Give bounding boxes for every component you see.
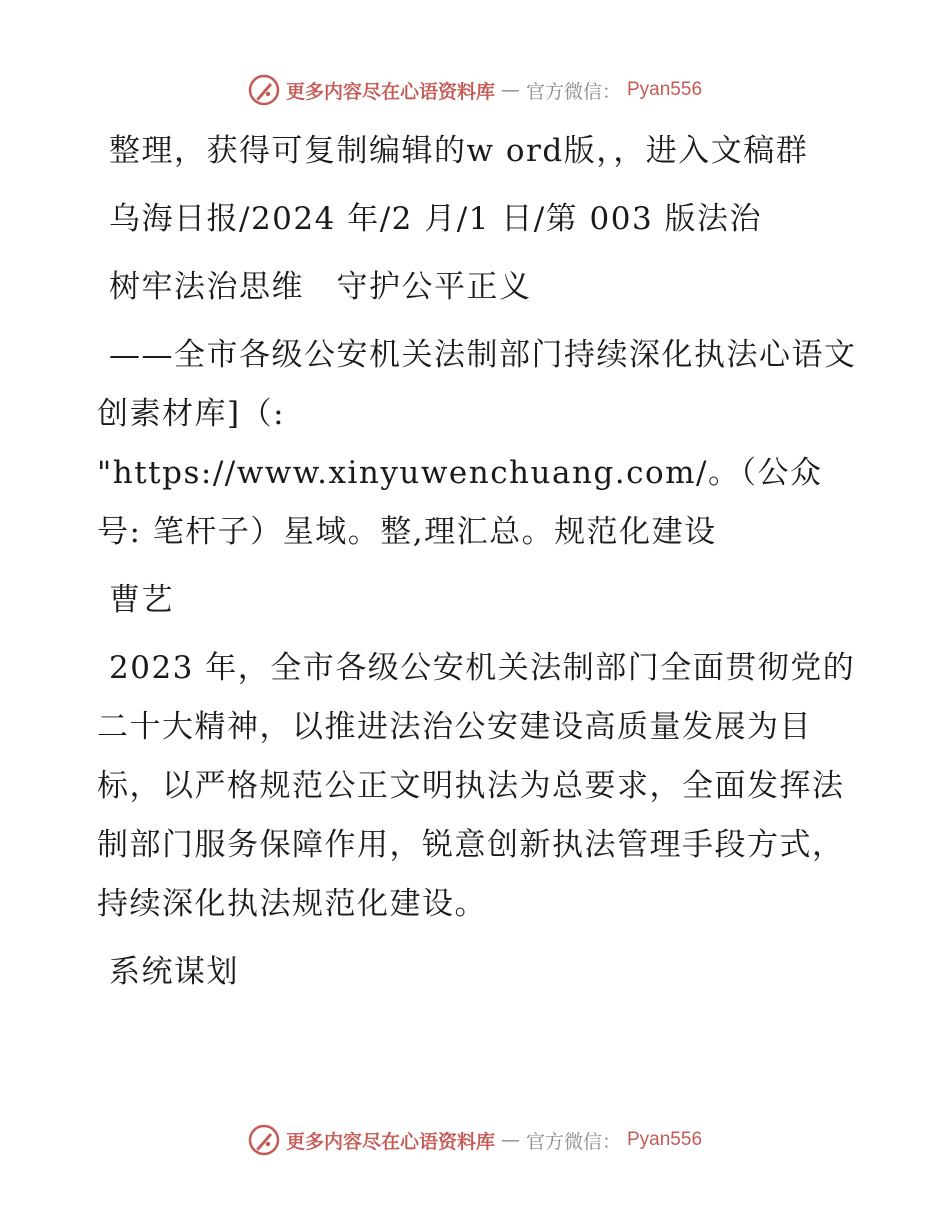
watermark-site-text: 更多内容尽在心语资料库 bbox=[285, 80, 495, 103]
footer-watermark bbox=[0, 1122, 950, 1158]
article-author: 曹艺 bbox=[109, 582, 174, 618]
section-heading: 系统谋划 bbox=[109, 954, 239, 990]
document-body bbox=[97, 122, 857, 1002]
article-title: 树牢法治思维 守护公平正义 bbox=[109, 269, 532, 305]
watermark-wechat-label: 官方微信： bbox=[525, 80, 621, 103]
watermark-wechat-label: 官方微信： bbox=[525, 1130, 621, 1153]
body-paragraph: 2023 年，全市各级公安机关法制部门全面贯彻党的二十大精神，以推进法治公安建设高质量发展为目标，以严格规范公正文明执法为总要求，全面发挥法制部门服务保障作用，锐意创新执法管理手段方式，持续深化执法规范化建设。 bbox=[97, 650, 856, 922]
intro-line: 整理，获得可复制编辑的w ord版，，进入文稿群 bbox=[109, 133, 809, 169]
quill-emblem-icon bbox=[248, 1124, 280, 1156]
watermark-wechat-id: Pyan556 bbox=[627, 1129, 703, 1150]
watermark-dash: — bbox=[500, 1129, 520, 1151]
article-subtitle: ——全市各级公安机关法制部门持续深化执法心语文创素材库]（: "https://www.xinyuwenchuang.com/。（公众号: 笔杆子）星域。整,理汇总。规范化建设 bbox=[97, 337, 857, 550]
quill-emblem-icon bbox=[248, 74, 280, 106]
watermark-wechat-id: Pyan556 bbox=[627, 79, 703, 100]
watermark-site-text: 更多内容尽在心语资料库 bbox=[285, 1130, 495, 1153]
source-line: 乌海日报/2024 年/2 月/1 日/第 003 版法治 bbox=[109, 201, 763, 237]
watermark-dash: — bbox=[500, 79, 520, 101]
header-watermark bbox=[0, 72, 950, 108]
